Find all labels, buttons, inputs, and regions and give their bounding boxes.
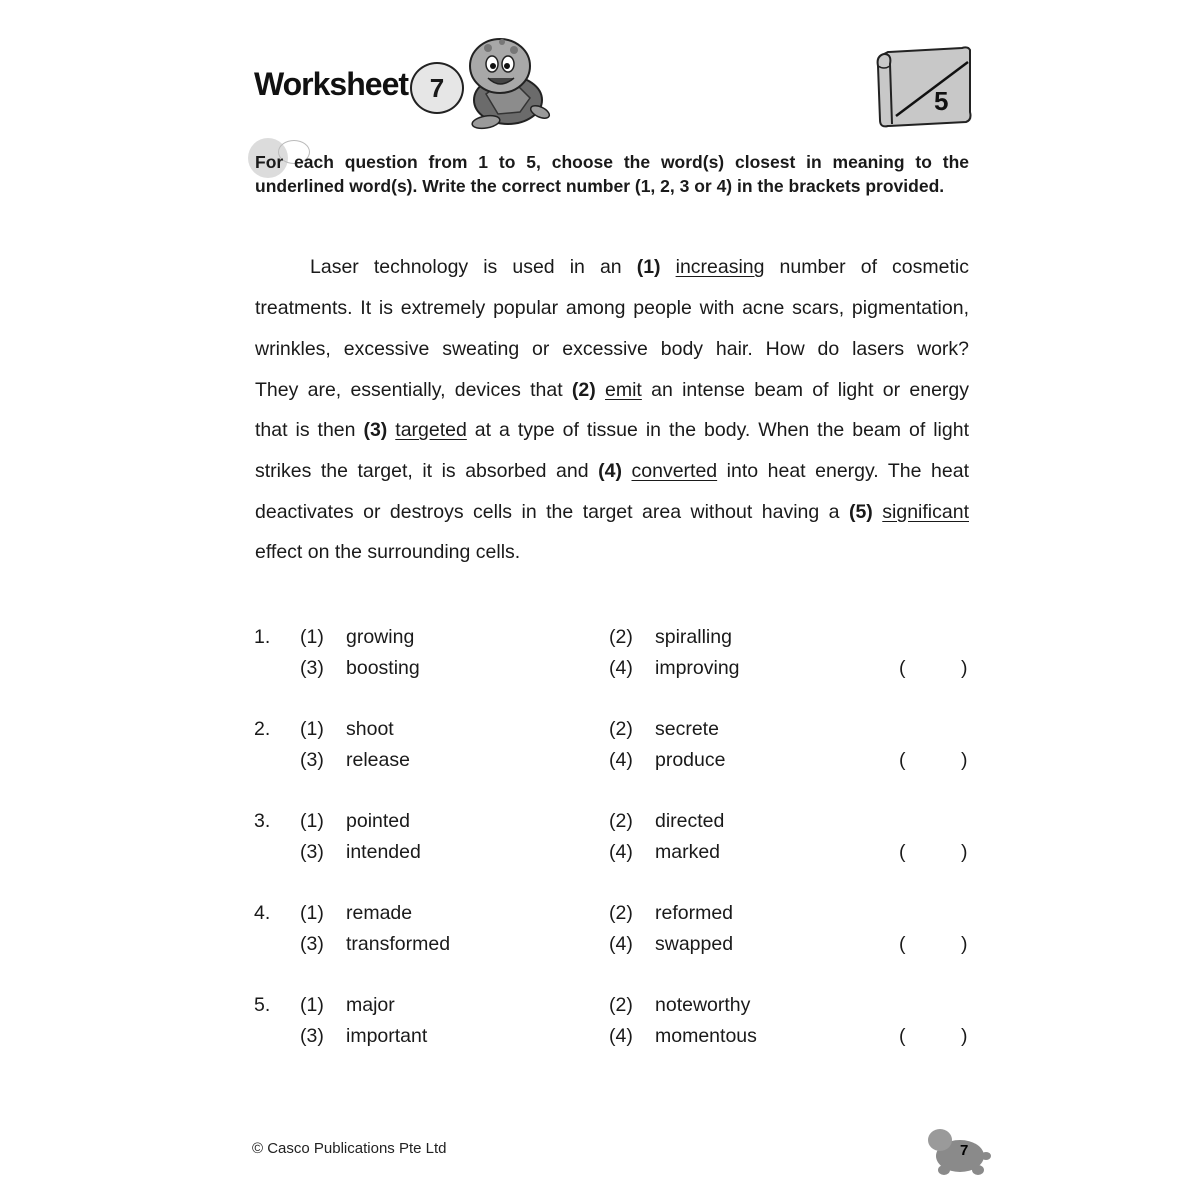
option-text: major [346, 994, 395, 1016]
turtle-footer-icon [926, 1126, 992, 1176]
option-text: noteworthy [655, 994, 751, 1016]
option-label: (2) [609, 626, 633, 648]
option-text: improving [655, 657, 740, 679]
turtle-mascot-icon [430, 28, 552, 134]
option-label: (1) [300, 810, 324, 832]
option-text: boosting [346, 657, 420, 679]
answer-bracket-open[interactable]: ( [899, 933, 906, 955]
option-text: produce [655, 749, 726, 771]
question-number: 1. [254, 626, 271, 648]
answer-bracket-open[interactable]: ( [899, 657, 906, 679]
answer-bracket-close: ) [961, 841, 968, 863]
option-label: (2) [609, 810, 633, 832]
option-text: momentous [655, 1025, 757, 1047]
option-text: shoot [346, 718, 394, 740]
option-text: directed [655, 810, 725, 832]
answer-bracket-open[interactable]: ( [899, 841, 906, 863]
option-text: pointed [346, 810, 410, 832]
option-text: intended [346, 841, 421, 863]
underlined-word: converted [631, 460, 718, 482]
passage-line: wrinkles, excessive sweating or excessive body hair. How do lasers work? [255, 338, 969, 360]
score-total: 5 [934, 86, 949, 116]
option-label: (2) [609, 718, 633, 740]
passage-line: Laser technology is used in an (1) increasing number of cosmetic [310, 256, 969, 278]
question-number: 2. [254, 718, 271, 740]
option-label: (1) [300, 902, 324, 924]
option-text: release [346, 749, 410, 771]
option-label: (4) [609, 749, 633, 771]
answer-bracket-close: ) [961, 933, 968, 955]
option-text: transformed [346, 933, 451, 955]
instruction-text: For each question from 1 to 5, choose the word(s) closest in meaning to the underlined word(s). Write the correct number (1, 2, 3 or 4) in the brackets provided. [255, 152, 969, 196]
option-text: important [346, 1025, 428, 1047]
question-number: 5. [254, 994, 271, 1016]
option-label: (3) [300, 749, 324, 771]
option-label: (4) [609, 1025, 633, 1047]
underlined-word: emit [605, 379, 642, 401]
option-label: (4) [609, 657, 633, 679]
option-label: (3) [300, 841, 324, 863]
option-text: reformed [655, 902, 734, 924]
passage-line: that is then (3) targeted at a type of tissue in the body. When the beam of light [255, 419, 969, 441]
option-label: (2) [609, 902, 633, 924]
answer-bracket-close: ) [961, 749, 968, 771]
answer-bracket-close: ) [961, 657, 968, 679]
passage-line: strikes the target, it is absorbed and (4) converted into heat energy. The heat [255, 460, 969, 482]
option-label: (3) [300, 1025, 324, 1047]
answer-bracket-close: ) [961, 1025, 968, 1047]
page-number: 7 [960, 1142, 969, 1159]
scroll-score-icon [870, 44, 974, 130]
option-text: marked [655, 841, 721, 863]
option-label: (3) [300, 657, 324, 679]
passage-line: They are, essentially, devices that (2) emit an intense beam of light or energy [255, 379, 970, 401]
option-text: growing [346, 626, 415, 648]
underlined-word: significant [882, 501, 969, 523]
answer-bracket-open[interactable]: ( [899, 1025, 906, 1047]
question-number: 3. [254, 810, 271, 832]
option-label: (1) [300, 718, 324, 740]
option-text: secrete [655, 718, 719, 740]
option-label: (1) [300, 994, 324, 1016]
footer-copyright: © Casco Publications Pte Ltd [252, 1140, 447, 1157]
option-text: swapped [655, 933, 734, 955]
option-label: (3) [300, 933, 324, 955]
option-label: (4) [609, 933, 633, 955]
underlined-word: increasing [675, 256, 765, 278]
passage-line: treatments. It is extremely popular among people with acne scars, pigmentation, [255, 297, 969, 319]
worksheet-title: Worksheet [254, 66, 409, 102]
option-text: remade [346, 902, 413, 924]
option-label: (2) [609, 994, 633, 1016]
worksheet-number-badge: 7 [410, 62, 464, 114]
passage-line: effect on the surrounding cells. [255, 541, 521, 563]
option-label: (4) [609, 841, 633, 863]
option-text: spiralling [655, 626, 732, 648]
answer-bracket-open[interactable]: ( [899, 749, 906, 771]
option-label: (1) [300, 626, 324, 648]
passage-line: deactivates or destroys cells in the target area without having a (5) significant [255, 501, 969, 523]
underlined-word: targeted [395, 419, 467, 441]
question-number: 4. [254, 902, 271, 924]
